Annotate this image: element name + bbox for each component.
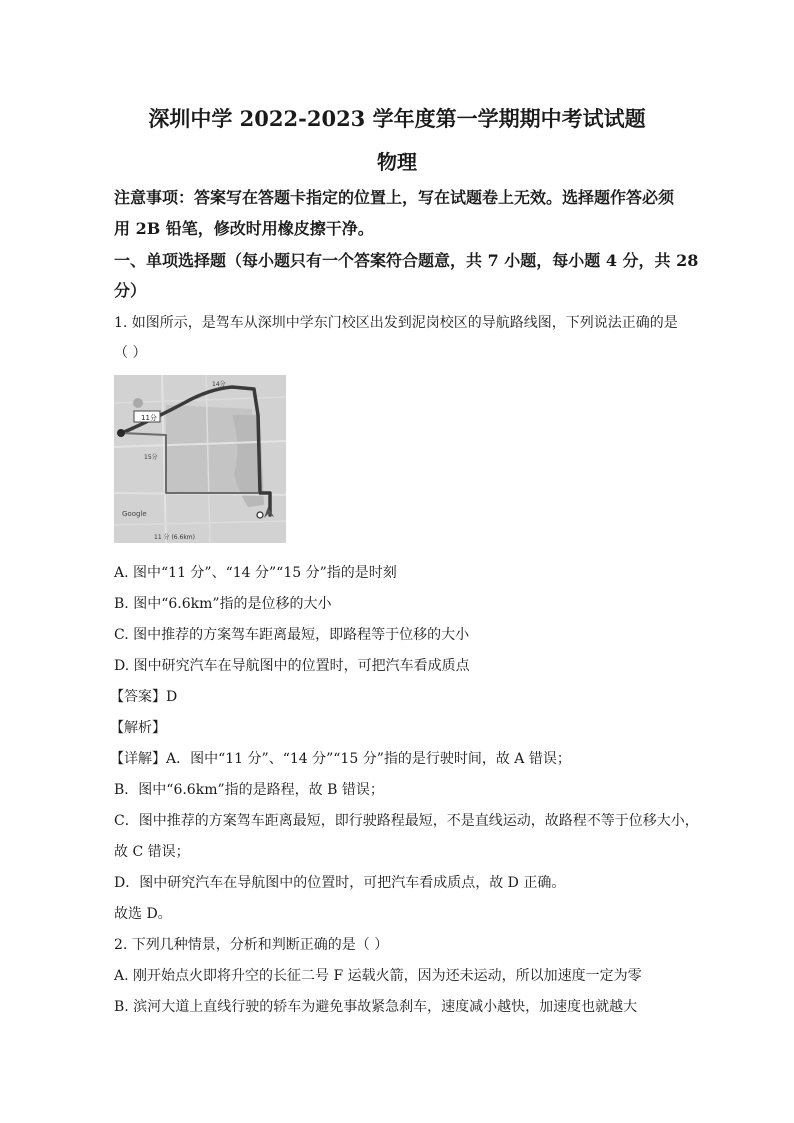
- map-google-logo: Google: [122, 510, 147, 518]
- map-label-14min: 14分: [212, 381, 226, 388]
- q1-detail-c-line-1: C．图中推荐的方案驾车距离最短，即行驶路程最短，不是直线运动，故路程不等于位移大小，: [114, 813, 699, 829]
- exam-title: 深圳中学 2022-2023 学年度第一学期期中考试试题: [148, 106, 646, 131]
- map-drawing: [114, 375, 286, 543]
- q2-stem: 2. 下列几种情景，分析和判断正确的是（ ）: [114, 937, 389, 953]
- q1-option-a: A. 图中“11 分”、“14 分”“15 分”指的是时刻: [114, 565, 397, 581]
- q1-analysis-label: 【解析】: [110, 720, 166, 736]
- notes-line-2: 用 2B 铅笔，修改时用橡皮擦干净。: [114, 219, 374, 238]
- q1-option-d: D. 图中研究汽车在导航图中的位置时，可把汽车看成质点: [114, 658, 470, 674]
- map-label-distance: 11 分 (6.6km): [154, 534, 195, 541]
- section-heading-line-1: 一、单项选择题（每小题只有一个答案符合题意，共 7 小题，每小题 4 分，共 28: [114, 251, 699, 270]
- q1-option-c: C. 图中推荐的方案驾车距离最短，即路程等于位移的大小: [114, 627, 470, 643]
- q1-detail-d: D．图中研究汽车在导航图中的位置时，可把汽车看成质点，故 D 正确。: [114, 875, 566, 891]
- subject-title: 物理: [377, 150, 417, 174]
- navigation-map-image: [114, 375, 286, 543]
- q1-detail-c-line-2: 故 C 错误；: [114, 844, 190, 860]
- map-label-11min: 11分: [141, 414, 157, 422]
- q1-stem-line-2: （ ）: [114, 345, 147, 361]
- q1-detail-b: B．图中“6.6km”指的是路程，故 B 错误；: [114, 782, 384, 798]
- q1-option-b: B. 图中“6.6km”指的是位移的大小: [114, 596, 332, 612]
- section-heading-line-2: 分）: [114, 281, 147, 300]
- notes-line-1: 注意事项：答案写在答题卡指定的位置上，写在试题卷上无效。选择题作答必须: [114, 188, 675, 207]
- q2-option-a: A. 刚开始点火即将升空的长征二号 F 运载火箭，因为还未运动，所以加速度一定为零: [114, 968, 642, 984]
- q2-option-b: B. 滨河大道上直线行驶的轿车为避免事故紧急刹车，速度减小越快，加速度也就越大: [114, 999, 638, 1015]
- q1-stem-line-1: 1. 如图所示，是驾车从深圳中学东门校区出发到泥岗校区的导航路线图，下列说法正确的是: [114, 315, 678, 331]
- q1-detail-a: 【详解】A．图中“11 分”、“14 分”“15 分”指的是行驶时间，故 A 错误；: [110, 751, 571, 767]
- map-label-15min: 15分: [144, 454, 158, 461]
- q1-answer: 【答案】D: [110, 689, 178, 705]
- q1-conclusion: 故选 D。: [114, 906, 172, 922]
